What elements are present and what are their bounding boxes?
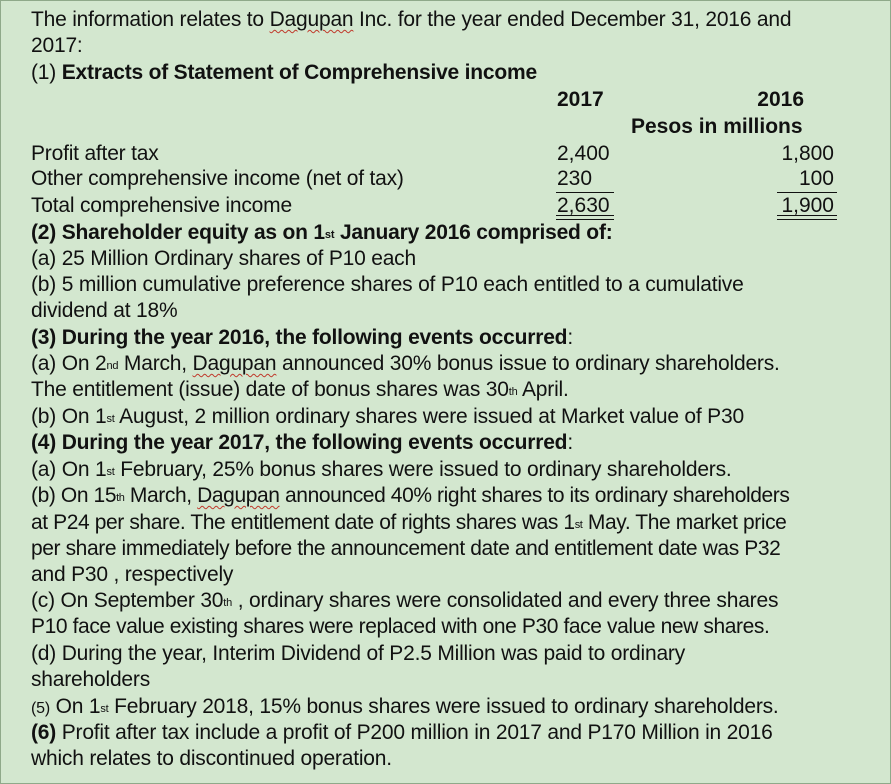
intro-line-2: 2017:	[31, 34, 83, 57]
section-4-item-b-line-1	[31, 483, 790, 509]
text: (b) On 15	[31, 484, 117, 507]
section-title: Extracts of Statement of Comprehensive income	[61, 61, 537, 84]
text: , ordinary shares were consolidated and every three shares	[232, 589, 779, 612]
heading-colon: :	[567, 431, 573, 454]
section-6-line-2: which relates to discontinued operation.	[31, 747, 392, 770]
heading-colon: :	[567, 326, 573, 349]
section-4-item-c-line-2: P10 face value existing shares were replaced with one P30 face value new shares.	[31, 615, 770, 638]
text: February, 25% bonus shares were issued to ordinary shareholders.	[114, 458, 732, 481]
section-3-item-a-line-1	[31, 351, 780, 377]
heading-text: (2) Shareholder equity as on 1	[31, 221, 325, 244]
row-label-oci: Other comprehensive income (net of tax)	[31, 167, 404, 190]
ordinal-suffix: th	[223, 597, 233, 609]
text: Profit after tax include a profit of P200 million in 2017 and P170 Million in 2016	[56, 721, 773, 744]
text: August, 2 million ordinary shares were issued at Market value of P30	[114, 405, 744, 428]
value-2017-oci: 230	[557, 167, 593, 190]
company-name: Dagupan	[269, 8, 354, 31]
text: at P24 per share. The entitlement date of rights shares was 1	[31, 511, 575, 534]
section-number: (5)	[31, 700, 50, 717]
intro-text: The information relates to	[31, 8, 270, 31]
section-4-item-a	[31, 457, 732, 483]
text: March,	[124, 484, 198, 507]
company-name: Dagupan	[197, 484, 280, 507]
ordinal-suffix: th	[116, 492, 125, 504]
section-4-item-d-line-2: shareholders	[31, 668, 151, 691]
section-2-item-a: (a) 25 Million Ordinary shares of P10 each	[31, 247, 416, 270]
section-1-heading	[31, 60, 537, 86]
total-double-rule-2016	[777, 215, 837, 220]
section-4-item-b-line-3: per share immediately before the announcement date and entitlement date was P32	[31, 537, 781, 560]
section-2-item-b-line-1: (b) 5 million cumulative preference shares of P10 each entitled to a cumulative	[31, 273, 744, 296]
section-6-line-1	[31, 720, 773, 746]
value-2017-total: 2,630	[557, 194, 610, 217]
ordinal-suffix: st	[574, 519, 583, 531]
text: (b) On 1	[31, 405, 107, 428]
ordinal-suffix: st	[100, 703, 109, 715]
text: February 2018, 15% bonus shares were issued to ordinary shareholders.	[108, 695, 779, 718]
column-header-2017: 2017	[557, 88, 604, 111]
value-2016-oci: 100	[798, 167, 834, 190]
section-4-heading	[31, 430, 573, 456]
ordinal-suffix: nd	[106, 360, 119, 372]
text: April.	[517, 378, 569, 401]
section-4-item-d-line-1: (d) During the year, Interim Dividend of P2.5 Million was paid to ordinary	[31, 642, 686, 665]
section-4-item-b-line-4: and P30 , respectively	[31, 563, 234, 586]
text: announced 40% right shares to its ordinary shareholders	[279, 484, 790, 507]
section-4-item-c-line-1	[31, 588, 778, 614]
ordinal-suffix: st	[106, 466, 115, 478]
text: May. The market price	[582, 511, 787, 534]
text: (a) On 1	[31, 458, 107, 481]
ordinal-suffix: th	[508, 386, 518, 398]
section-2-item-b-line-2: dividend at 18%	[31, 299, 178, 322]
row-label-total: Total comprehensive income	[31, 194, 292, 217]
intro-line-1	[31, 7, 791, 33]
unit-label: Pesos in millions	[631, 115, 803, 138]
company-name: Dagupan	[192, 352, 277, 375]
value-2016-profit: 1,800	[781, 142, 834, 165]
text: (a) On 2	[31, 352, 107, 375]
heading-text-end: January 2016 comprised of:	[334, 221, 613, 244]
heading-text: (3) During the year 2016, the following events occurred	[31, 326, 568, 349]
section-number: (6)	[31, 721, 57, 744]
row-label-profit: Profit after tax	[31, 142, 159, 165]
text: On 1	[49, 695, 101, 718]
column-header-2016: 2016	[757, 88, 804, 111]
text: (c) On September 30	[31, 589, 224, 612]
value-2017-profit: 2,400	[557, 142, 610, 165]
intro-text-end: Inc. for the year ended December 31, 2016 and	[353, 8, 792, 31]
section-3-heading	[31, 325, 573, 351]
section-4-item-b-line-2	[31, 510, 786, 536]
section-2-heading	[31, 220, 613, 246]
text: announced 30% bonus issue to ordinary shareholders.	[276, 352, 780, 375]
ordinal-suffix: st	[106, 413, 115, 425]
ordinal-suffix: st	[324, 229, 335, 241]
heading-text: (4) During the year 2017, the following events occurred	[31, 431, 568, 454]
section-number: (1)	[31, 61, 62, 84]
section-3-item-a-line-2	[31, 377, 569, 403]
text: The entitlement (issue) date of bonus shares was 30	[31, 378, 509, 401]
value-2016-total: 1,900	[781, 194, 834, 217]
text: March,	[118, 352, 193, 375]
section-3-item-b	[31, 404, 744, 430]
section-5	[31, 694, 779, 722]
